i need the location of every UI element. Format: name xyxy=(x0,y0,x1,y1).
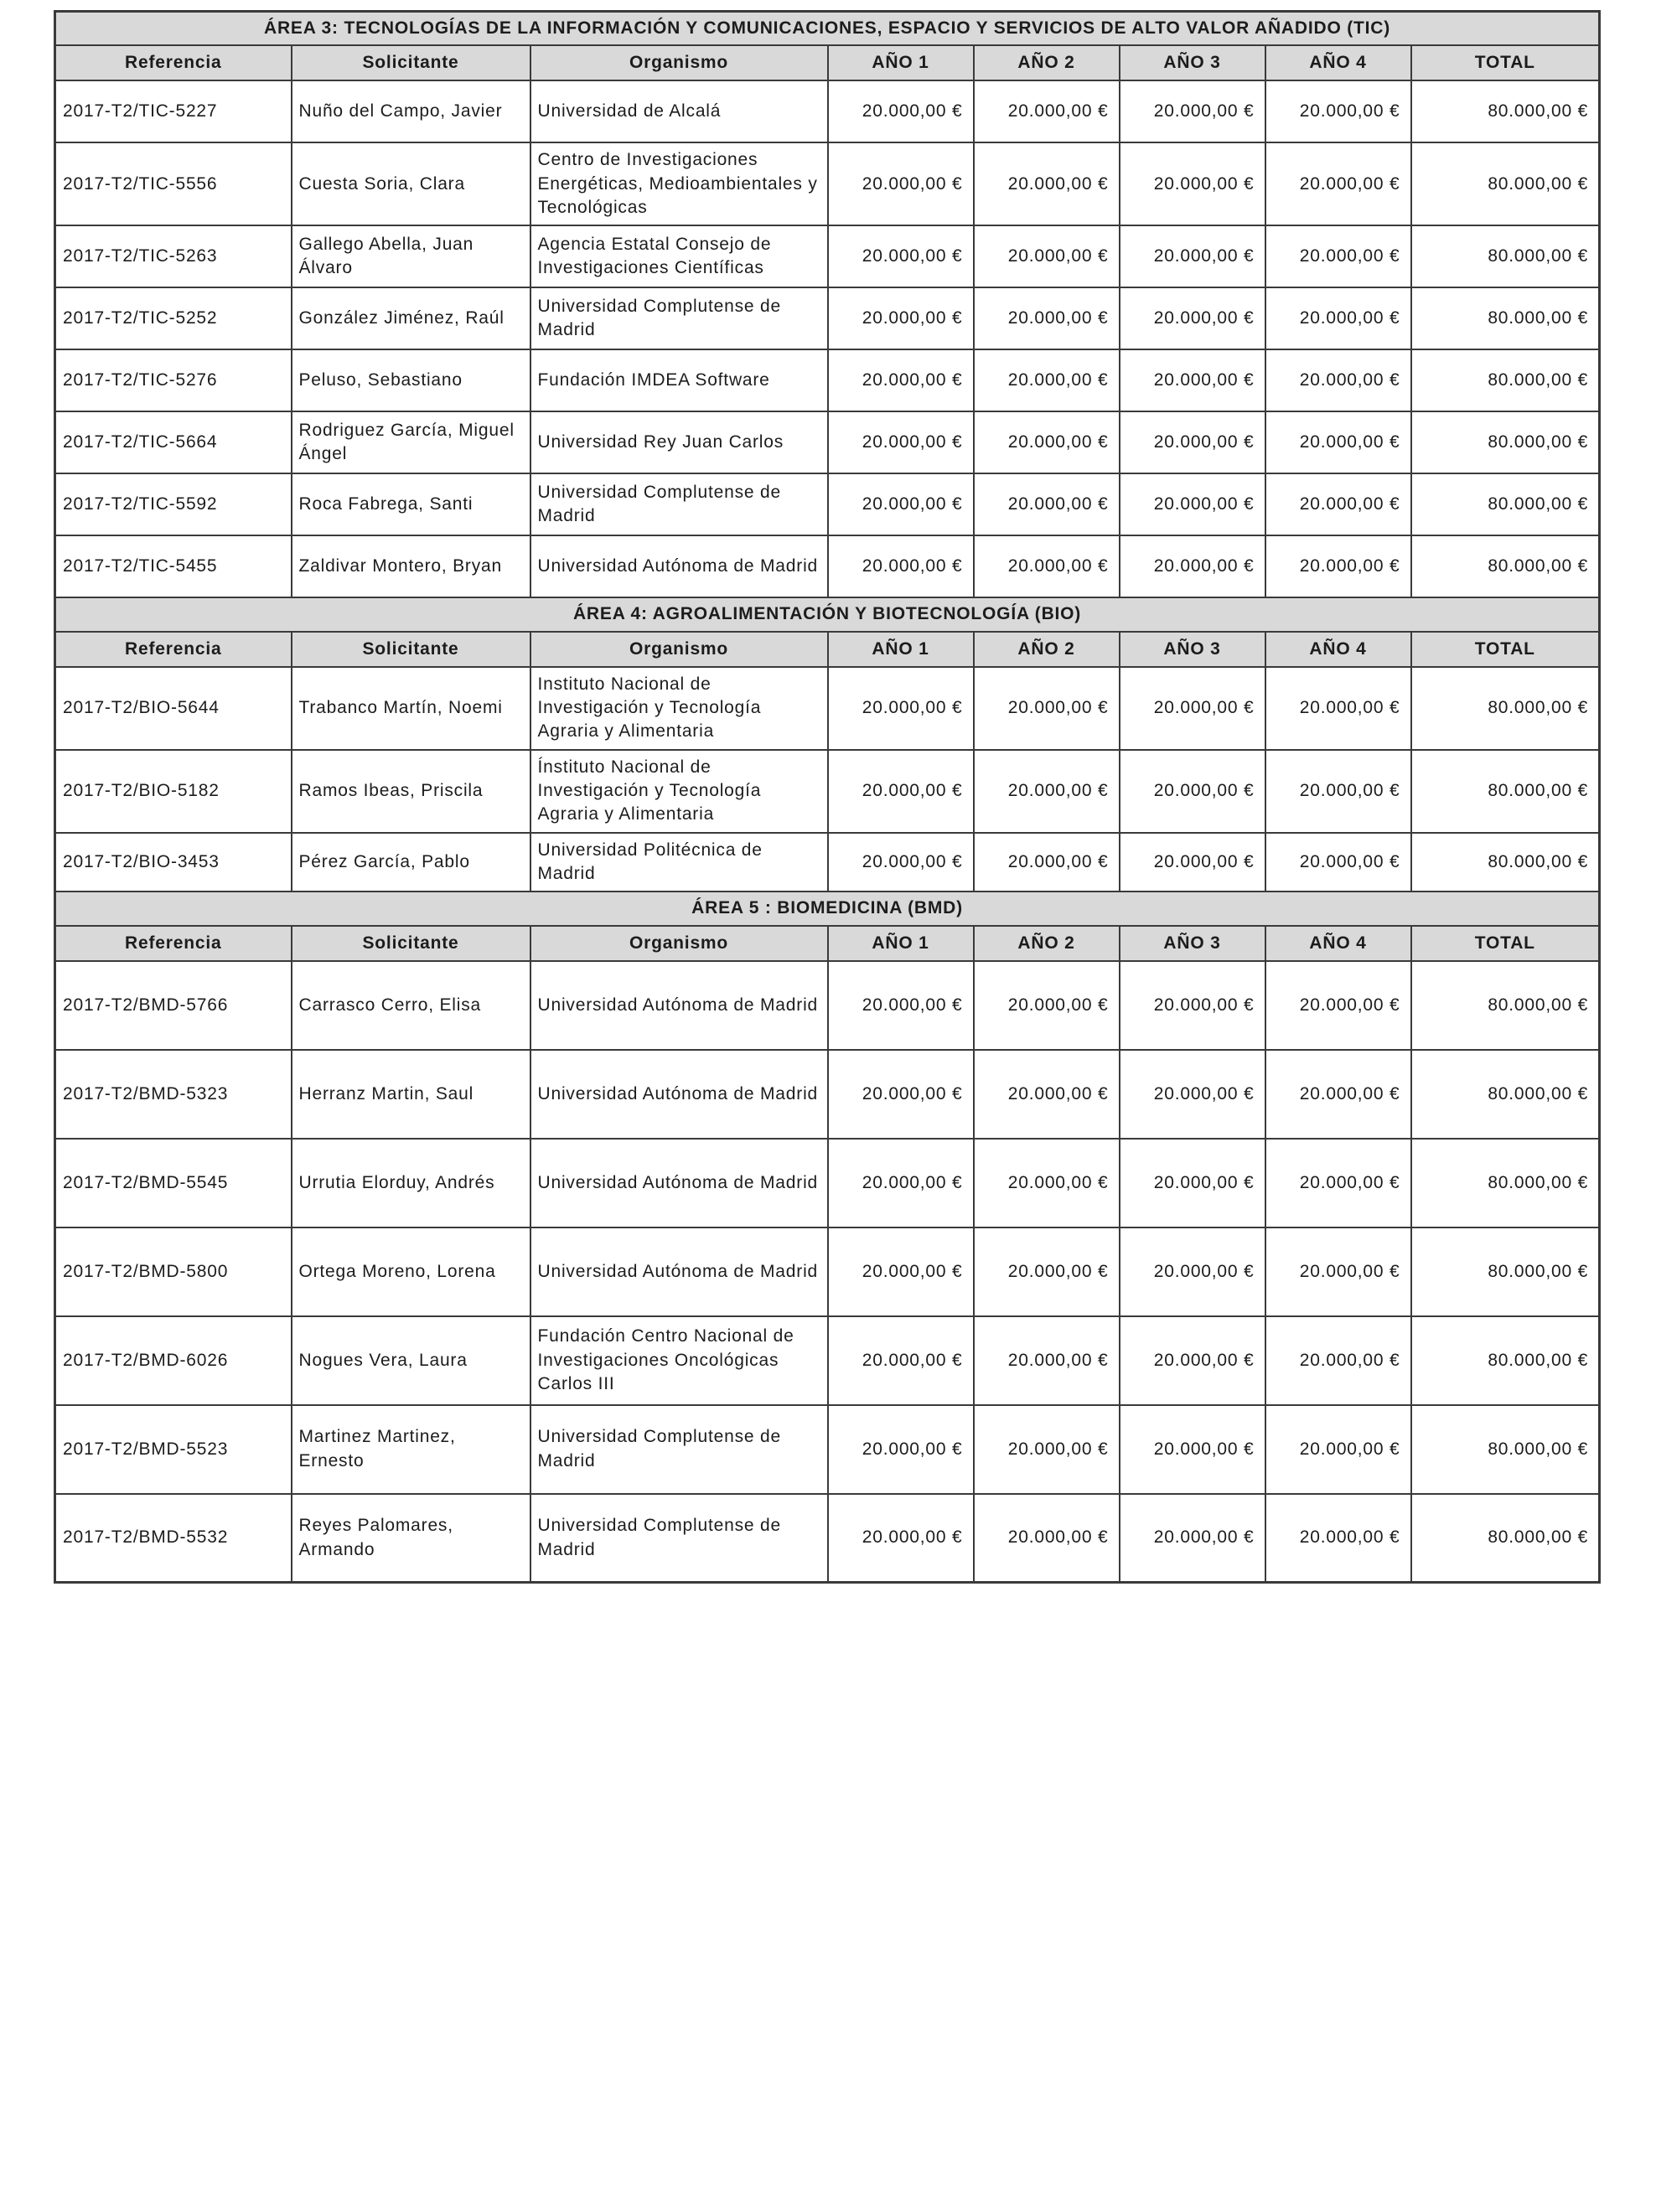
cell-ano2: 20.000,00 € xyxy=(974,473,1120,535)
cell-referencia: 2017-T2/TIC-5556 xyxy=(55,142,292,225)
column-header-ano2: AÑO 2 xyxy=(974,926,1120,961)
cell-total: 80.000,00 € xyxy=(1411,667,1600,750)
cell-ano3: 20.000,00 € xyxy=(1120,411,1265,473)
cell-solicitante: González Jiménez, Raúl xyxy=(292,287,530,349)
column-header-total: TOTAL xyxy=(1411,926,1600,961)
cell-ano1: 20.000,00 € xyxy=(828,225,974,287)
cell-solicitante: Pérez García, Pablo xyxy=(292,833,530,892)
cell-ano1: 20.000,00 € xyxy=(828,961,974,1050)
cell-total: 80.000,00 € xyxy=(1411,142,1600,225)
table-row xyxy=(55,142,1600,225)
cell-ano3: 20.000,00 € xyxy=(1120,750,1265,833)
cell-total: 80.000,00 € xyxy=(1411,750,1600,833)
column-header-solicitante: Solicitante xyxy=(292,45,530,80)
cell-total: 80.000,00 € xyxy=(1411,535,1600,597)
table-row xyxy=(55,961,1600,1050)
cell-solicitante: Peluso, Sebastiano xyxy=(292,349,530,411)
table-row xyxy=(55,473,1600,535)
cell-referencia: 2017-T2/TIC-5276 xyxy=(55,349,292,411)
cell-ano3: 20.000,00 € xyxy=(1120,287,1265,349)
cell-solicitante: Zaldivar Montero, Bryan xyxy=(292,535,530,597)
cell-ano2: 20.000,00 € xyxy=(974,287,1120,349)
cell-ano3: 20.000,00 € xyxy=(1120,80,1265,142)
cell-total: 80.000,00 € xyxy=(1411,1494,1600,1583)
column-header-row xyxy=(55,926,1600,961)
section-title: ÁREA 5 : BIOMEDICINA (BMD) xyxy=(55,892,1600,925)
cell-solicitante: Carrasco Cerro, Elisa xyxy=(292,961,530,1050)
cell-solicitante: Gallego Abella, Juan Álvaro xyxy=(292,225,530,287)
column-header-row xyxy=(55,632,1600,667)
cell-ano2: 20.000,00 € xyxy=(974,667,1120,750)
column-header-solicitante: Solicitante xyxy=(292,926,530,961)
column-header-ano4: AÑO 4 xyxy=(1265,632,1411,667)
cell-solicitante: Trabanco Martín, Noemi xyxy=(292,667,530,750)
cell-ano1: 20.000,00 € xyxy=(828,287,974,349)
cell-ano3: 20.000,00 € xyxy=(1120,1316,1265,1405)
cell-ano1: 20.000,00 € xyxy=(828,1227,974,1316)
cell-referencia: 2017-T2/TIC-5455 xyxy=(55,535,292,597)
column-header-referencia: Referencia xyxy=(55,632,292,667)
column-header-ano2: AÑO 2 xyxy=(974,632,1120,667)
cell-referencia: 2017-T2/TIC-5592 xyxy=(55,473,292,535)
cell-total: 80.000,00 € xyxy=(1411,1316,1600,1405)
cell-referencia: 2017-T2/TIC-5263 xyxy=(55,225,292,287)
cell-ano2: 20.000,00 € xyxy=(974,411,1120,473)
column-header-ano3: AÑO 3 xyxy=(1120,926,1265,961)
cell-organismo: Universidad Rey Juan Carlos xyxy=(530,411,828,473)
column-header-ano4: AÑO 4 xyxy=(1265,45,1411,80)
cell-ano1: 20.000,00 € xyxy=(828,349,974,411)
cell-ano1: 20.000,00 € xyxy=(828,1139,974,1227)
cell-ano1: 20.000,00 € xyxy=(828,1494,974,1583)
cell-organismo: Centro de Investigaciones Energéticas, Medioambientales y Tecnológicas xyxy=(530,142,828,225)
cell-referencia: 2017-T2/BMD-5532 xyxy=(55,1494,292,1583)
cell-organismo: Fundación IMDEA Software xyxy=(530,349,828,411)
cell-ano3: 20.000,00 € xyxy=(1120,225,1265,287)
cell-total: 80.000,00 € xyxy=(1411,1139,1600,1227)
cell-organismo: Fundación Centro Nacional de Investigaciones Oncológicas Carlos III xyxy=(530,1316,828,1405)
cell-organismo: Universidad Complutense de Madrid xyxy=(530,1405,828,1494)
cell-ano4: 20.000,00 € xyxy=(1265,287,1411,349)
table-row xyxy=(55,750,1600,833)
cell-ano3: 20.000,00 € xyxy=(1120,473,1265,535)
cell-organismo: Universidad Complutense de Madrid xyxy=(530,1494,828,1583)
cell-organismo: Instituto Nacional de Investigación y Tecnología Agraria y Alimentaria xyxy=(530,667,828,750)
column-header-total: TOTAL xyxy=(1411,632,1600,667)
cell-ano4: 20.000,00 € xyxy=(1265,1139,1411,1227)
cell-ano4: 20.000,00 € xyxy=(1265,349,1411,411)
table-row xyxy=(55,411,1600,473)
cell-referencia: 2017-T2/TIC-5227 xyxy=(55,80,292,142)
cell-total: 80.000,00 € xyxy=(1411,1405,1600,1494)
cell-ano2: 20.000,00 € xyxy=(974,142,1120,225)
cell-ano1: 20.000,00 € xyxy=(828,833,974,892)
column-header-referencia: Referencia xyxy=(55,926,292,961)
cell-ano3: 20.000,00 € xyxy=(1120,1139,1265,1227)
column-header-ano1: AÑO 1 xyxy=(828,45,974,80)
cell-ano4: 20.000,00 € xyxy=(1265,1050,1411,1139)
cell-ano3: 20.000,00 € xyxy=(1120,535,1265,597)
table-row xyxy=(55,535,1600,597)
cell-organismo: Agencia Estatal Consejo de Investigaciones Científicas xyxy=(530,225,828,287)
cell-ano2: 20.000,00 € xyxy=(974,1316,1120,1405)
cell-referencia: 2017-T2/BMD-6026 xyxy=(55,1316,292,1405)
cell-referencia: 2017-T2/BMD-5323 xyxy=(55,1050,292,1139)
column-header-ano1: AÑO 1 xyxy=(828,632,974,667)
cell-referencia: 2017-T2/BMD-5766 xyxy=(55,961,292,1050)
cell-total: 80.000,00 € xyxy=(1411,961,1600,1050)
cell-total: 80.000,00 € xyxy=(1411,833,1600,892)
cell-total: 80.000,00 € xyxy=(1411,225,1600,287)
column-header-referencia: Referencia xyxy=(55,45,292,80)
cell-ano1: 20.000,00 € xyxy=(828,411,974,473)
cell-organismo: Universidad Autónoma de Madrid xyxy=(530,1139,828,1227)
cell-referencia: 2017-T2/BMD-5523 xyxy=(55,1405,292,1494)
cell-referencia: 2017-T2/BMD-5545 xyxy=(55,1139,292,1227)
section-header-row xyxy=(55,892,1600,925)
cell-solicitante: Reyes Palomares, Armando xyxy=(292,1494,530,1583)
table-row xyxy=(55,1316,1600,1405)
section-title: ÁREA 4: AGROALIMENTACIÓN Y BIOTECNOLOGÍA (BIO) xyxy=(55,597,1600,631)
cell-solicitante: Ortega Moreno, Lorena xyxy=(292,1227,530,1316)
cell-organismo: Universidad Autónoma de Madrid xyxy=(530,535,828,597)
table-row xyxy=(55,1405,1600,1494)
cell-ano2: 20.000,00 € xyxy=(974,80,1120,142)
cell-ano4: 20.000,00 € xyxy=(1265,1405,1411,1494)
cell-ano4: 20.000,00 € xyxy=(1265,667,1411,750)
cell-organismo: Universidad de Alcalá xyxy=(530,80,828,142)
cell-ano3: 20.000,00 € xyxy=(1120,142,1265,225)
cell-ano2: 20.000,00 € xyxy=(974,1405,1120,1494)
table-row xyxy=(55,349,1600,411)
cell-organismo: Universidad Autónoma de Madrid xyxy=(530,1227,828,1316)
column-header-solicitante: Solicitante xyxy=(292,632,530,667)
cell-ano3: 20.000,00 € xyxy=(1120,1494,1265,1583)
cell-ano2: 20.000,00 € xyxy=(974,1494,1120,1583)
cell-ano1: 20.000,00 € xyxy=(828,667,974,750)
cell-solicitante: Ramos Ibeas, Priscila xyxy=(292,750,530,833)
column-header-row xyxy=(55,45,1600,80)
cell-ano3: 20.000,00 € xyxy=(1120,349,1265,411)
cell-ano3: 20.000,00 € xyxy=(1120,1405,1265,1494)
cell-ano1: 20.000,00 € xyxy=(828,535,974,597)
cell-ano2: 20.000,00 € xyxy=(974,225,1120,287)
cell-organismo: Universidad Complutense de Madrid xyxy=(530,473,828,535)
cell-ano1: 20.000,00 € xyxy=(828,473,974,535)
cell-ano2: 20.000,00 € xyxy=(974,1139,1120,1227)
cell-ano4: 20.000,00 € xyxy=(1265,142,1411,225)
cell-ano3: 20.000,00 € xyxy=(1120,833,1265,892)
column-header-total: TOTAL xyxy=(1411,45,1600,80)
cell-solicitante: Martinez Martinez, Ernesto xyxy=(292,1405,530,1494)
cell-organismo: Ínstituto Nacional de Investigación y Tecnología Agraria y Alimentaria xyxy=(530,750,828,833)
column-header-ano4: AÑO 4 xyxy=(1265,926,1411,961)
cell-organismo: Universidad Autónoma de Madrid xyxy=(530,1050,828,1139)
cell-referencia: 2017-T2/TIC-5252 xyxy=(55,287,292,349)
cell-ano3: 20.000,00 € xyxy=(1120,961,1265,1050)
grants-table xyxy=(54,10,1601,1584)
cell-ano4: 20.000,00 € xyxy=(1265,1494,1411,1583)
cell-total: 80.000,00 € xyxy=(1411,287,1600,349)
column-header-ano3: AÑO 3 xyxy=(1120,45,1265,80)
cell-ano2: 20.000,00 € xyxy=(974,750,1120,833)
table-row xyxy=(55,833,1600,892)
table-row xyxy=(55,1139,1600,1227)
cell-ano4: 20.000,00 € xyxy=(1265,750,1411,833)
table-row xyxy=(55,225,1600,287)
column-header-organismo: Organismo xyxy=(530,632,828,667)
column-header-organismo: Organismo xyxy=(530,926,828,961)
cell-total: 80.000,00 € xyxy=(1411,1227,1600,1316)
table-row xyxy=(55,1227,1600,1316)
cell-total: 80.000,00 € xyxy=(1411,411,1600,473)
table-row xyxy=(55,1494,1600,1583)
cell-ano4: 20.000,00 € xyxy=(1265,961,1411,1050)
cell-ano4: 20.000,00 € xyxy=(1265,833,1411,892)
cell-organismo: Universidad Politécnica de Madrid xyxy=(530,833,828,892)
cell-ano1: 20.000,00 € xyxy=(828,1050,974,1139)
cell-ano2: 20.000,00 € xyxy=(974,961,1120,1050)
cell-ano1: 20.000,00 € xyxy=(828,142,974,225)
cell-ano2: 20.000,00 € xyxy=(974,1227,1120,1316)
cell-total: 80.000,00 € xyxy=(1411,80,1600,142)
cell-solicitante: Roca Fabrega, Santi xyxy=(292,473,530,535)
section-header-row xyxy=(55,12,1600,46)
cell-ano4: 20.000,00 € xyxy=(1265,80,1411,142)
section-title: ÁREA 3: TECNOLOGÍAS DE LA INFORMACIÓN Y COMUNICACIONES, ESPACIO Y SERVICIOS DE ALTO VALOR AÑADIDO (TIC) xyxy=(55,12,1600,46)
column-header-ano2: AÑO 2 xyxy=(974,45,1120,80)
cell-solicitante: Herranz Martin, Saul xyxy=(292,1050,530,1139)
table-row xyxy=(55,80,1600,142)
table-row xyxy=(55,1050,1600,1139)
column-header-ano1: AÑO 1 xyxy=(828,926,974,961)
column-header-organismo: Organismo xyxy=(530,45,828,80)
cell-ano1: 20.000,00 € xyxy=(828,1405,974,1494)
cell-ano3: 20.000,00 € xyxy=(1120,1050,1265,1139)
cell-ano2: 20.000,00 € xyxy=(974,349,1120,411)
cell-ano1: 20.000,00 € xyxy=(828,750,974,833)
cell-ano4: 20.000,00 € xyxy=(1265,411,1411,473)
table-row xyxy=(55,667,1600,750)
cell-referencia: 2017-T2/BMD-5800 xyxy=(55,1227,292,1316)
cell-ano2: 20.000,00 € xyxy=(974,535,1120,597)
cell-referencia: 2017-T2/BIO-5644 xyxy=(55,667,292,750)
cell-organismo: Universidad Autónoma de Madrid xyxy=(530,961,828,1050)
cell-organismo: Universidad Complutense de Madrid xyxy=(530,287,828,349)
cell-solicitante: Rodriguez García, Miguel Ángel xyxy=(292,411,530,473)
cell-solicitante: Nogues Vera, Laura xyxy=(292,1316,530,1405)
cell-ano2: 20.000,00 € xyxy=(974,1050,1120,1139)
cell-ano4: 20.000,00 € xyxy=(1265,225,1411,287)
cell-ano2: 20.000,00 € xyxy=(974,833,1120,892)
cell-ano3: 20.000,00 € xyxy=(1120,1227,1265,1316)
cell-referencia: 2017-T2/BIO-5182 xyxy=(55,750,292,833)
cell-ano4: 20.000,00 € xyxy=(1265,473,1411,535)
cell-total: 80.000,00 € xyxy=(1411,349,1600,411)
cell-ano4: 20.000,00 € xyxy=(1265,535,1411,597)
cell-ano3: 20.000,00 € xyxy=(1120,667,1265,750)
table-row xyxy=(55,287,1600,349)
cell-ano1: 20.000,00 € xyxy=(828,80,974,142)
cell-referencia: 2017-T2/TIC-5664 xyxy=(55,411,292,473)
cell-ano1: 20.000,00 € xyxy=(828,1316,974,1405)
cell-total: 80.000,00 € xyxy=(1411,473,1600,535)
cell-ano4: 20.000,00 € xyxy=(1265,1316,1411,1405)
cell-referencia: 2017-T2/BIO-3453 xyxy=(55,833,292,892)
section-header-row xyxy=(55,597,1600,631)
column-header-ano3: AÑO 3 xyxy=(1120,632,1265,667)
cell-solicitante: Urrutia Elorduy, Andrés xyxy=(292,1139,530,1227)
cell-solicitante: Cuesta Soria, Clara xyxy=(292,142,530,225)
cell-total: 80.000,00 € xyxy=(1411,1050,1600,1139)
cell-ano4: 20.000,00 € xyxy=(1265,1227,1411,1316)
cell-solicitante: Nuño del Campo, Javier xyxy=(292,80,530,142)
